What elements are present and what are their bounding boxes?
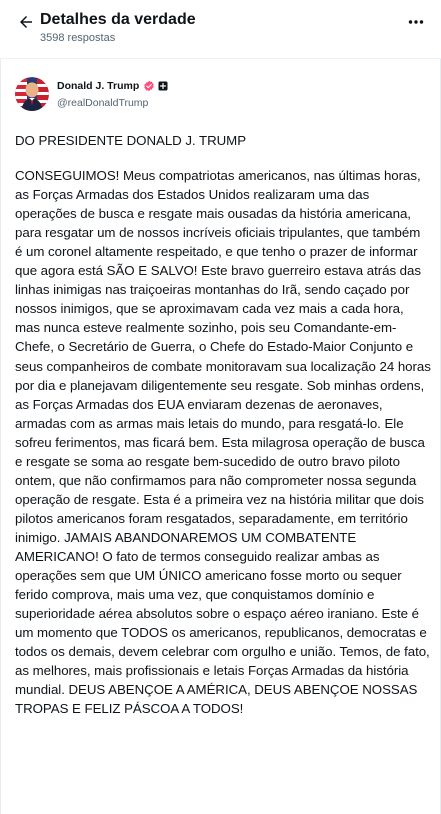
reply-count: 3598 respostas	[40, 32, 116, 44]
author-name-row	[57, 78, 168, 94]
back-button[interactable]	[14, 10, 38, 34]
avatar[interactable]	[15, 77, 49, 111]
author-handle[interactable]: @realDonaldTrump	[57, 97, 149, 109]
verified-badge-icon	[143, 80, 155, 92]
author-info	[57, 78, 168, 110]
post-content	[15, 131, 431, 718]
header-titles	[40, 9, 196, 45]
top-bar	[0, 0, 441, 56]
post-card	[0, 59, 441, 814]
plus-square-icon	[158, 81, 168, 91]
post-heading: DO PRESIDENTE DONALD J. TRUMP	[15, 133, 247, 148]
more-options-button[interactable]	[405, 12, 427, 32]
page-title: Detalhes da verdade	[40, 11, 196, 28]
more-horizontal-icon	[408, 19, 424, 25]
author-name[interactable]: Donald J. Trump	[57, 80, 140, 92]
post-body: CONSEGUIMOS! Meus compatriotas americanos, nas últimas horas, as Forças Armadas dos Estados Unidos realizaram uma das operações de busca e resgate mais ousadas da história americana, para resgatar um de nossos incríveis oficiais tripulantes, que também é um coronel altamente respeitado, e que tenho o prazer de informar que agora está SÃO E SALVO! Este bravo guerreiro estava atrás das linhas inimigas nas traiçoeiras montanhas do Irã, sendo caçado por nossos inimigos, que se aproximavam cada vez mais a cada hora, mas nunca esteve realmente sozinho, pois seu Comandante-em-Chefe, o Secretário de Guerra, o Chefe do Estado-Maior Conjunto e seus companheiros de combate monitoravam sua localização 24 horas por dia e planejavam diligentemente seu resgate. Sob minhas ordens, as Forças Armadas dos EUA enviaram dezenas de aeronaves, armadas com as armas mais letais do mundo, para resgatá-lo. Ele sofreu ferimentos, mas ficará bem. Esta milagrosa operação de busca e resgate se soma ao resgate bem-sucedido de outro bravo piloto ontem, que não confirmamos para não comprometer nossa segunda operação de resgate. Esta é a primeira vez na história militar que dois pilotos americanos foram resgatados, separadamente, em território inimigo. JAMAIS ABANDONAREMOS UM COMBATENTE AMERICANO! O fato de termos conseguido realizar ambas as operações sem que UM ÚNICO americano fosse morto ou sequer ferido comprova, mais uma vez, que conquistamos domínio e superioridade aérea absolutos sobre o espaço aéreo iraniano. Este é um momento que TODOS os americanos, republicanos, democratas e todos os demais, devem celebrar com orgulho e união. Temos, de fato, as melhores, mais profissionais e letais Forças Armadas da história mundial. DEUS ABENÇOE A AMÉRICA, DEUS ABENÇOE NOSSAS TROPAS E FELIZ PÁSCOA A TODOS!	[15, 168, 431, 717]
arrow-left-icon	[17, 13, 35, 31]
